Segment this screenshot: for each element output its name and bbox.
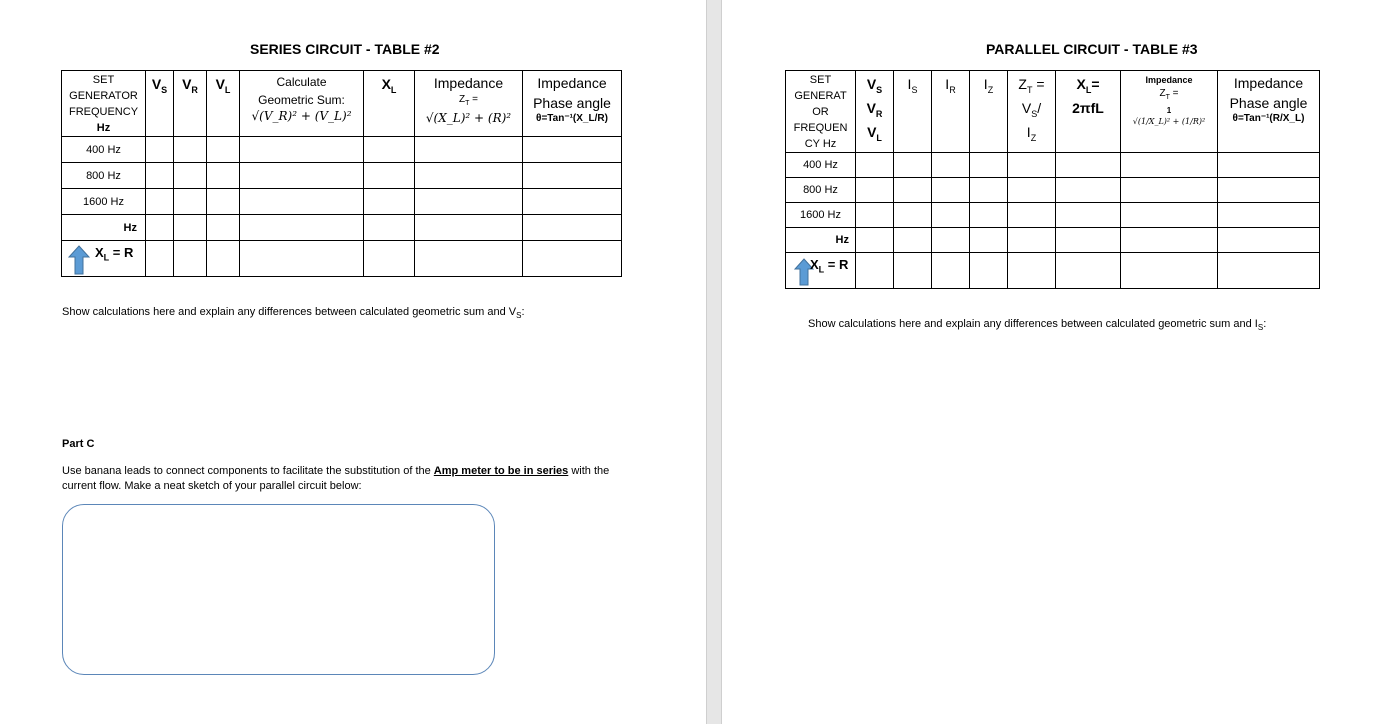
cell[interactable] (894, 178, 932, 203)
cell[interactable] (1056, 228, 1121, 253)
impedance-formula: √(1/X_L)² + (1/R)² (1132, 117, 1206, 126)
instr-text: Use banana leads to connect components to facilitate the substitution of the (62, 465, 434, 477)
header-line: SET (809, 73, 832, 86)
cell[interactable] (1008, 153, 1056, 178)
cell[interactable] (523, 189, 622, 215)
cell[interactable] (856, 253, 894, 289)
cell[interactable] (894, 203, 932, 228)
parallel-set-generator-header (786, 71, 856, 153)
sketch-box[interactable] (62, 504, 495, 675)
header-line: FREQUENCY (68, 105, 139, 118)
cell[interactable] (415, 215, 523, 241)
xl-label: X (381, 76, 391, 92)
cell[interactable] (146, 215, 174, 241)
cell[interactable] (174, 189, 207, 215)
cell[interactable] (1121, 253, 1218, 289)
vl-line: $V_L$ (867, 123, 882, 143)
series-geometric-sum-header (240, 71, 364, 137)
cell[interactable] (932, 203, 970, 228)
cell[interactable] (174, 215, 207, 241)
part-c-heading: Part C (62, 438, 95, 450)
xl-sub: L (390, 84, 397, 95)
series-vs-header (146, 71, 174, 137)
cell[interactable] (207, 137, 240, 163)
note-text: Show calculations here and explain any differences between calculated geometric sum and I (808, 318, 1258, 330)
cell[interactable] (1056, 178, 1121, 203)
cell[interactable] (207, 241, 240, 277)
table-row (62, 189, 622, 215)
cell[interactable] (1121, 203, 1218, 228)
cell[interactable] (415, 189, 523, 215)
phase-line1: Impedance (1233, 75, 1304, 91)
cell[interactable] (1218, 178, 1320, 203)
parallel-table-title: PARALLEL CIRCUIT - TABLE #3 (986, 41, 1198, 57)
cell[interactable] (146, 189, 174, 215)
row-label: 400 Hz (62, 137, 146, 163)
cell[interactable] (240, 163, 364, 189)
parallel-iz-header: $I_Z$ (970, 71, 1008, 153)
cell[interactable] (523, 163, 622, 189)
note-sub: S (1257, 323, 1264, 333)
row-label: 1600 Hz (786, 203, 856, 228)
impedance-zt: $Z_T$ = (1159, 88, 1179, 101)
cell[interactable] (1008, 253, 1056, 289)
cell[interactable] (1218, 203, 1320, 228)
parallel-xl-header (1056, 71, 1121, 153)
table-row (786, 203, 1320, 228)
calc-line1: Calculate (276, 75, 327, 89)
vl-label: V (215, 76, 225, 92)
geometric-sum-formula: √(V_R)² + (V_L)² (251, 109, 352, 123)
cell[interactable] (1056, 203, 1121, 228)
vl-sub: L (224, 84, 231, 95)
cell[interactable] (146, 163, 174, 189)
iz-line: $I_Z$ (1026, 123, 1037, 143)
series-phase-header (523, 71, 622, 137)
cell[interactable] (146, 241, 174, 277)
row-label: 800 Hz (786, 178, 856, 203)
parallel-is-header: $I_S$ (894, 71, 932, 153)
calc-line2: Geometric Sum: (258, 93, 345, 107)
note-suffix: : (521, 306, 525, 318)
xl-equals-r-label: $X_L = R$ (95, 245, 134, 263)
cell[interactable] (1121, 153, 1218, 178)
impedance-zt (415, 93, 522, 111)
parallel-impedance-header (1121, 71, 1218, 153)
header-line: GENERAT (794, 89, 847, 102)
cell[interactable] (1008, 178, 1056, 203)
table-row (786, 253, 1320, 289)
cell[interactable] (894, 153, 932, 178)
cell[interactable] (894, 253, 932, 289)
parallel-header-row (786, 71, 1320, 153)
row-label: 800 Hz (62, 163, 146, 189)
cell[interactable] (240, 215, 364, 241)
cell[interactable] (970, 228, 1008, 253)
cell[interactable] (174, 241, 207, 277)
impedance-numerator: 1 (1166, 106, 1172, 115)
xl-line: $X_L=$ (1076, 76, 1100, 95)
note-text: Show calculations here and explain any differences between calculated geometric sum and V (62, 306, 517, 318)
cell[interactable] (894, 228, 932, 253)
cell[interactable] (856, 178, 894, 203)
phase-line2: Phase angle (533, 95, 611, 111)
impedance-title: Impedance (433, 75, 504, 91)
cell[interactable] (1121, 228, 1218, 253)
cell[interactable] (970, 203, 1008, 228)
table-row (786, 228, 1320, 253)
cell[interactable] (240, 137, 364, 163)
cell[interactable] (146, 137, 174, 163)
table-row (62, 137, 622, 163)
impedance-formula: √(X_L)² + (R)² (425, 111, 512, 125)
parallel-ir-header: $I_R$ (932, 71, 970, 153)
cell[interactable] (856, 228, 894, 253)
table-row (62, 163, 622, 189)
table-row (62, 215, 622, 241)
instr-emphasis: Amp meter to be in series (433, 465, 569, 477)
header-line: Hz (96, 121, 111, 134)
series-table-title: SERIES CIRCUIT - TABLE #2 (250, 41, 440, 57)
table-row (62, 241, 622, 277)
cell[interactable] (240, 189, 364, 215)
cell[interactable] (932, 253, 970, 289)
table-row (786, 178, 1320, 203)
parallel-zt-header (1008, 71, 1056, 153)
cell[interactable] (207, 189, 240, 215)
xl-equals-r-label: $X_L = R$ (810, 257, 849, 275)
header-line: CY Hz (804, 137, 837, 150)
impedance-title: Impedance (1145, 75, 1193, 85)
vs-line: $V_S$ (866, 76, 883, 95)
series-calculations-note (62, 305, 525, 323)
series-table (61, 70, 622, 277)
cell[interactable] (1056, 153, 1121, 178)
cell[interactable] (364, 137, 415, 163)
cell[interactable] (174, 137, 207, 163)
series-set-generator-header (62, 71, 146, 137)
cell[interactable] (240, 241, 364, 277)
row-label: 1600 Hz (62, 189, 146, 215)
cell[interactable] (970, 153, 1008, 178)
header-line: GENERATOR (69, 89, 138, 102)
xl-formula: 2πfL (1072, 99, 1104, 116)
table-row (786, 153, 1320, 178)
cell[interactable] (1121, 178, 1218, 203)
cell[interactable] (364, 163, 415, 189)
cell[interactable] (523, 137, 622, 163)
cell[interactable] (207, 163, 240, 189)
zt-eq: = (469, 94, 478, 105)
row-label: Hz (786, 228, 856, 253)
page-gutter (706, 0, 722, 724)
vs-sub: S (161, 84, 168, 95)
cell[interactable] (932, 228, 970, 253)
cell[interactable] (970, 253, 1008, 289)
series-vl-header (207, 71, 240, 137)
cell[interactable] (523, 215, 622, 241)
parallel-v-header (856, 71, 894, 153)
phase-formula: θ=Tan⁻¹(X_L/R) (536, 113, 608, 124)
series-header-row (62, 71, 622, 137)
series-impedance-header (415, 71, 523, 137)
zt-line: $Z_T$ = (1018, 76, 1045, 95)
vs-label: V (151, 76, 162, 92)
cell[interactable] (415, 137, 523, 163)
cell[interactable] (1056, 253, 1121, 289)
phase-formula: θ=Tan⁻¹(R/X_L) (1232, 113, 1305, 124)
cell[interactable] (1218, 153, 1320, 178)
cell[interactable] (364, 189, 415, 215)
parallel-calculations-note (808, 317, 1266, 335)
zt-sub: T (465, 100, 470, 107)
cell[interactable] (174, 163, 207, 189)
phase-line1: Impedance (537, 75, 607, 91)
parallel-table (785, 70, 1320, 289)
series-vr-header (174, 71, 207, 137)
header-line: OR (812, 105, 829, 118)
cell[interactable] (1218, 228, 1320, 253)
up-arrow-icon (68, 245, 90, 275)
xl-equals-r-cell (62, 241, 146, 277)
cell[interactable] (364, 215, 415, 241)
cell[interactable] (207, 215, 240, 241)
vs-line: $V_S/$ (1021, 99, 1042, 119)
header-line: SET (92, 73, 115, 86)
part-c-instructions (62, 464, 622, 494)
note-sub: S (516, 311, 522, 321)
row-label: 400 Hz (786, 153, 856, 178)
cell[interactable] (415, 241, 523, 277)
phase-line2: Phase angle (1229, 95, 1308, 111)
vr-sub: R (191, 84, 198, 95)
note-suffix: : (1263, 318, 1267, 330)
row-label: Hz (62, 215, 146, 241)
right-page (722, 0, 1374, 724)
instr-text: with the (568, 465, 610, 477)
header-line: FREQUEN (793, 121, 848, 134)
parallel-phase-header (1218, 71, 1320, 153)
vr-line: $V_R$ (866, 99, 883, 119)
cell[interactable] (1008, 228, 1056, 253)
xl-equals-r-cell (786, 253, 856, 289)
cell[interactable] (856, 153, 894, 178)
series-xl-header (364, 71, 415, 137)
cell[interactable] (415, 163, 523, 189)
cell[interactable] (364, 241, 415, 277)
instr-text-line2: current flow. Make a neat sketch of your parallel circuit below: (62, 480, 362, 492)
cell[interactable] (856, 203, 894, 228)
cell[interactable] (932, 178, 970, 203)
zt-label: Z (458, 94, 466, 105)
cell[interactable] (1218, 253, 1320, 289)
cell[interactable] (523, 241, 622, 277)
cell[interactable] (1008, 203, 1056, 228)
cell[interactable] (970, 178, 1008, 203)
cell[interactable] (932, 153, 970, 178)
vr-label: V (182, 76, 192, 92)
